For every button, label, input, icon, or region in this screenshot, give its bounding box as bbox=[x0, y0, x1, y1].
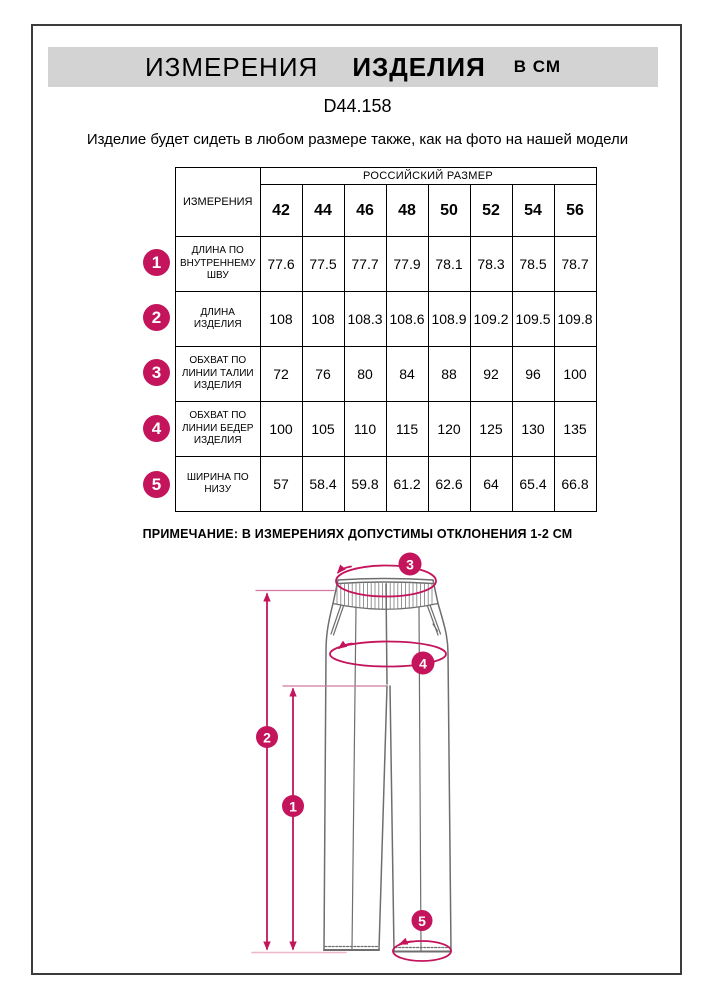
measurement-value: 77.9 bbox=[386, 237, 428, 292]
measurements-header: ИЗМЕРЕНИЯ bbox=[176, 168, 261, 237]
measurement-value: 115 bbox=[386, 402, 428, 457]
diagram-marker-1 bbox=[282, 795, 304, 817]
size-group-header: РОССИЙСКИЙ РАЗМЕР bbox=[260, 168, 596, 185]
size-column-header: 52 bbox=[470, 185, 512, 237]
measurement-value: 100 bbox=[260, 402, 302, 457]
diagram-marker-2 bbox=[256, 726, 278, 748]
pants-sketch bbox=[324, 579, 451, 952]
size-column-header: 42 bbox=[260, 185, 302, 237]
measurement-value: 78.1 bbox=[428, 237, 470, 292]
title-bar bbox=[48, 47, 658, 87]
measurement-value: 92 bbox=[470, 347, 512, 402]
fit-note: Изделие будет сидеть в любом размере также, как на фото на нашей модели bbox=[86, 131, 629, 148]
measurement-value: 72 bbox=[260, 347, 302, 402]
waistband-top-stitch bbox=[339, 582, 433, 584]
size-table bbox=[175, 167, 597, 512]
left-pocket bbox=[331, 605, 344, 635]
measurement-value: 78.7 bbox=[554, 237, 596, 292]
center-front-seam bbox=[386, 584, 387, 684]
measurement-value: 96 bbox=[512, 347, 554, 402]
measurement-value: 77.7 bbox=[344, 237, 386, 292]
measurement-value: 57 bbox=[260, 457, 302, 512]
size-table-body bbox=[176, 237, 597, 512]
measurement-value: 58.4 bbox=[302, 457, 344, 512]
table-row bbox=[176, 457, 597, 512]
measurement-label: ДЛИНА ИЗДЕЛИЯ bbox=[176, 292, 261, 347]
size-column-header: 54 bbox=[512, 185, 554, 237]
page-title: ИЗМЕРЕНИЯ bbox=[144, 51, 319, 82]
measurement-value: 62.6 bbox=[428, 457, 470, 512]
diagram-marker-1-label: 1 bbox=[289, 798, 297, 815]
measurement-value: 109.5 bbox=[512, 292, 554, 347]
measurement-value: 78.3 bbox=[470, 237, 512, 292]
left-crease bbox=[352, 607, 356, 949]
measurement-value: 100 bbox=[554, 347, 596, 402]
diagram-marker-4 bbox=[412, 652, 435, 675]
right-inseam bbox=[390, 686, 394, 951]
row-number-badge: 5 bbox=[143, 471, 170, 498]
measurement-value: 125 bbox=[470, 402, 512, 457]
hem-width-arrow bbox=[400, 942, 413, 945]
measurement-value: 65.4 bbox=[512, 457, 554, 512]
measurement-label: ДЛИНА ПО ВНУТРЕННЕМУ ШВУ bbox=[176, 237, 261, 292]
measurement-label: ОБХВАТ ПО ЛИНИИ БЕДЕР ИЗДЕЛИЯ bbox=[176, 402, 261, 457]
size-column-header: 48 bbox=[386, 185, 428, 237]
table-row bbox=[176, 237, 597, 292]
table-row bbox=[176, 402, 597, 457]
measurement-value: 130 bbox=[512, 402, 554, 457]
measurement-value: 110 bbox=[344, 402, 386, 457]
diagram-marker-3-label: 3 bbox=[406, 556, 414, 573]
measurement-label: ОБХВАТ ПО ЛИНИИ ТАЛИИ ИЗДЕЛИЯ bbox=[176, 347, 261, 402]
left-inseam bbox=[379, 686, 387, 950]
size-column-header: 50 bbox=[428, 185, 470, 237]
waistband-top-edge bbox=[338, 579, 433, 581]
tolerance-note: ПРИМЕЧАНИЕ: В ИЗМЕРЕНИЯХ ДОПУСТИМЫ ОТКЛОНЕНИЯ 1-2 СМ bbox=[142, 527, 573, 541]
measurement-value: 78.5 bbox=[512, 237, 554, 292]
page-title-bold: ИЗДЕЛИЯ bbox=[352, 51, 486, 82]
measurement-value: 105 bbox=[302, 402, 344, 457]
size-column-header: 56 bbox=[554, 185, 596, 237]
measurement-value: 108 bbox=[302, 292, 344, 347]
diagram-marker-4-label: 4 bbox=[419, 655, 427, 672]
measurement-value: 120 bbox=[428, 402, 470, 457]
measurement-value: 66.8 bbox=[554, 457, 596, 512]
row-number-badge: 3 bbox=[143, 359, 170, 386]
measurement-label: ШИРИНА ПО НИЗУ bbox=[176, 457, 261, 512]
measurement-value: 109.8 bbox=[554, 292, 596, 347]
size-group-row bbox=[176, 168, 597, 185]
product-code: D44.158 bbox=[323, 96, 392, 116]
size-column-header: 46 bbox=[344, 185, 386, 237]
table-row bbox=[176, 347, 597, 402]
row-number-badge: 2 bbox=[143, 304, 170, 331]
right-outseam bbox=[438, 604, 451, 952]
measurement-value: 77.5 bbox=[302, 237, 344, 292]
table-row bbox=[176, 292, 597, 347]
measurement-value: 108.6 bbox=[386, 292, 428, 347]
diagram-marker-3 bbox=[399, 553, 422, 576]
measurement-value: 88 bbox=[428, 347, 470, 402]
pants-diagram bbox=[240, 550, 484, 962]
row-number-badge: 1 bbox=[143, 249, 170, 276]
left-outseam bbox=[324, 604, 333, 951]
measurement-value: 61.2 bbox=[386, 457, 428, 512]
measurement-value: 59.8 bbox=[344, 457, 386, 512]
right-pocket bbox=[428, 605, 441, 635]
diagram-marker-5-label: 5 bbox=[418, 913, 426, 929]
title-units: В СМ bbox=[513, 57, 561, 76]
measurement-value: 135 bbox=[554, 402, 596, 457]
measurement-value: 84 bbox=[386, 347, 428, 402]
row-number-badge: 4 bbox=[143, 415, 170, 442]
measurement-value: 109.2 bbox=[470, 292, 512, 347]
measurement-value: 64 bbox=[470, 457, 512, 512]
size-column-header: 44 bbox=[302, 185, 344, 237]
measurement-value: 108.9 bbox=[428, 292, 470, 347]
measurement-value: 77.6 bbox=[260, 237, 302, 292]
measurement-value: 108 bbox=[260, 292, 302, 347]
measurement-value: 80 bbox=[344, 347, 386, 402]
measurement-value: 108.3 bbox=[344, 292, 386, 347]
diagram-badges bbox=[256, 553, 435, 932]
diagram-marker-5 bbox=[412, 910, 433, 931]
measurement-value: 76 bbox=[302, 347, 344, 402]
diagram-marker-2-label: 2 bbox=[263, 729, 271, 746]
